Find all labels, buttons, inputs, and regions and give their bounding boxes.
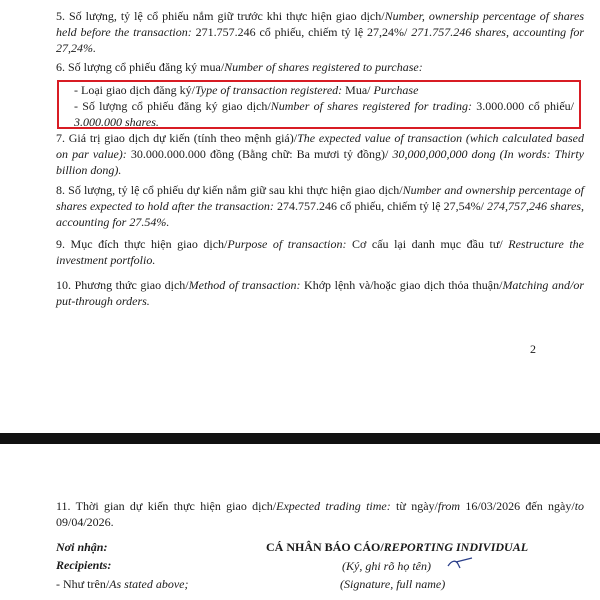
item-8-vn: 8. Số lượng, tỷ lệ cổ phiếu dự kiến nắm giữ sau khi thực hiện giao dịch/ — [56, 183, 403, 197]
item-11-from-vn: từ ngày/ — [390, 499, 438, 513]
item-5 — [56, 8, 584, 56]
item-6a-vn-value: Mua/ — [342, 83, 374, 97]
reporting-individual-heading — [266, 540, 528, 555]
item-5-en-value: 271.757.246 shares, accounting for 27,24%. — [56, 25, 584, 55]
item-5-en: Number, ownership percentage of shares held before the transaction: — [56, 9, 585, 39]
item-11-to-vn: 16/03/2026 đến ngày/ — [460, 499, 575, 513]
item-7-vn: 7. Giá trị giao dịch dự kiến (tính theo mệnh giá)/ — [56, 131, 298, 145]
item-11-from-en: from — [437, 499, 461, 513]
document-page-3 — [0, 444, 600, 600]
reporter-en: REPORTING INDIVIDUAL — [383, 540, 529, 554]
item-11-end-date: 09/04/2026. — [56, 515, 114, 529]
item-6b-vn: - Số lượng cổ phiếu đăng ký giao dịch/ — [74, 99, 271, 113]
item-6-en: Number of shares registered to purchase: — [224, 60, 423, 74]
item-6a — [74, 82, 574, 98]
recipients-en: Recipients: — [56, 558, 112, 572]
item-9-vn: 9. Mục đích thực hiện giao dịch/ — [56, 237, 228, 251]
item-9-vn-value: Cơ cấu lại danh mục đầu tư/ — [346, 237, 509, 251]
item-7-en: The expected value of transaction (which calculated based on par value): — [56, 131, 585, 161]
item-6a-en: Type of transaction registered: — [194, 83, 343, 97]
item-11 — [56, 498, 584, 530]
recipients-item-vn: - Như trên/ — [56, 577, 110, 591]
item-8-vn-value: 274.757.246 cổ phiếu, chiếm tỷ lệ 27,54%/ — [273, 199, 488, 213]
recipients-item — [56, 577, 188, 592]
sign-instruction-vn: (Ký, ghi rõ họ tên) — [342, 559, 431, 573]
page-gap — [0, 425, 600, 433]
recipients-item-en: As stated above; — [109, 577, 189, 591]
recipients-vn: Nơi nhận: — [56, 540, 108, 554]
item-10-vn-value: Khớp lệnh và/hoặc giao dịch thỏa thuận/ — [300, 278, 503, 292]
item-6b-vn-value: 3.000.000 cổ phiếu/ — [471, 99, 574, 113]
item-9-en-value: Restructure the investment portfolio. — [56, 237, 584, 267]
item-7-en-value: 30,000,000,000 dong (In words: Thirty billion dong). — [56, 147, 584, 177]
item-8 — [56, 182, 584, 230]
item-10-en-value: Matching and/or put-through orders. — [56, 278, 585, 308]
item-6-vn: 6. Số lượng cổ phiếu đăng ký mua/ — [56, 60, 225, 74]
item-5-vn-value: 271.757.246 cổ phiếu, chiếm tỷ lệ 27,24%/ — [191, 25, 412, 39]
item-7 — [56, 130, 584, 178]
item-6 — [56, 59, 584, 75]
item-10-en: Method of transaction: — [188, 278, 301, 292]
item-6b — [74, 98, 574, 130]
item-5-vn: 5. Số lượng, tỷ lệ cổ phiếu nắm giữ trước khi thực hiện giao dịch/ — [56, 9, 385, 23]
page-separator — [0, 433, 600, 444]
item-6b-en: Number of shares registered for trading: — [270, 99, 472, 113]
item-7-vn-value: 30.000.000.000 đồng (Bằng chữ: Ba mươi tỷ đồng)/ — [126, 147, 393, 161]
item-11-en: Expected trading time: — [276, 499, 391, 513]
page-number: 2 — [530, 342, 536, 356]
signature-mark — [446, 556, 476, 572]
sign-instruction-en: (Signature, full name) — [340, 577, 446, 591]
item-8-en: Number and ownership percentage of shares expected to hold after the transaction: — [56, 183, 584, 213]
item-11-vn: 11. Thời gian dự kiến thực hiện giao dịch/ — [56, 499, 277, 513]
item-6b-en-value: 3.000.000 shares. — [74, 115, 159, 129]
item-11-to-en: to — [574, 499, 585, 513]
item-6a-vn: - Loại giao dịch đăng ký/ — [74, 83, 195, 97]
item-6a-en-value: Purchase — [373, 83, 419, 97]
item-9 — [56, 236, 584, 268]
item-8-en-value: 274,757,246 shares, accounting for 27.54%. — [56, 199, 585, 229]
reporter-vn: CÁ NHÂN BÁO CÁO/ — [266, 540, 384, 554]
item-10-vn: 10. Phương thức giao dịch/ — [56, 278, 189, 292]
item-10 — [56, 277, 584, 309]
item-9-en: Purpose of transaction: — [227, 237, 347, 251]
